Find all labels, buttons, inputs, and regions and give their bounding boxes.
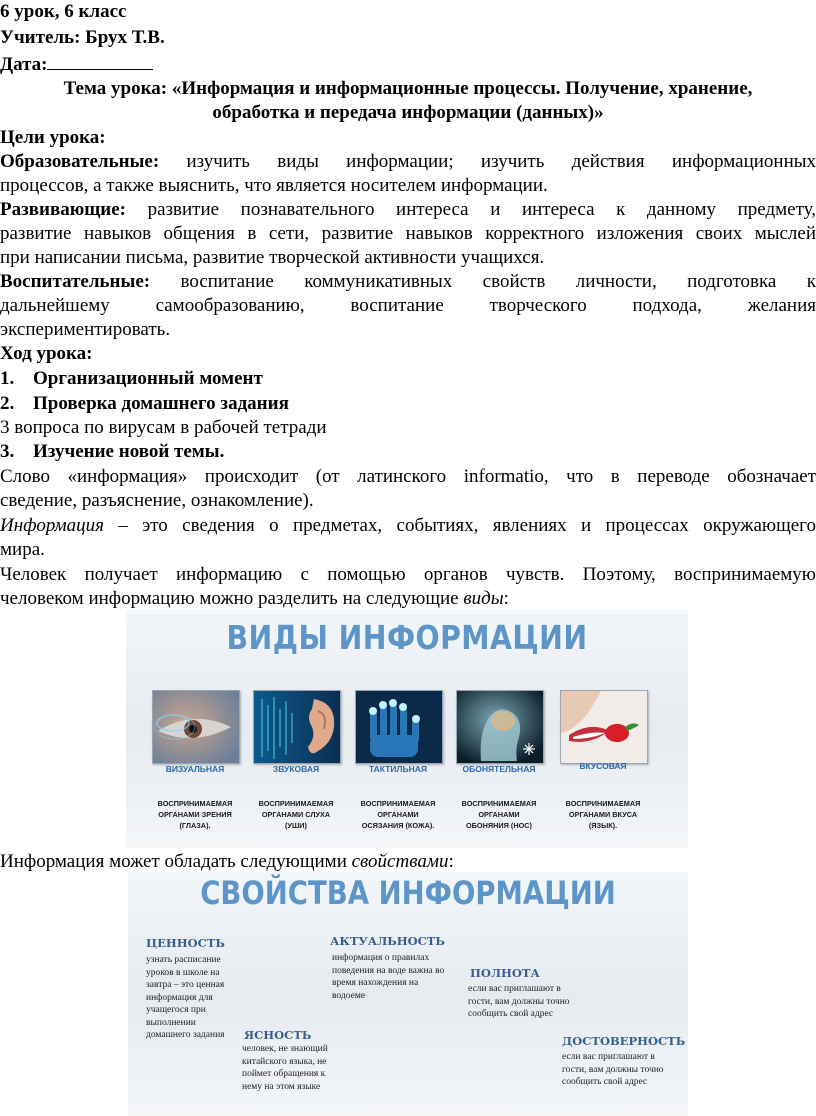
prop-reliability-text: если вас приглашают в гости, вам должны точно сообщить свой адрес bbox=[562, 1052, 664, 1087]
properties-intro bbox=[0, 850, 816, 874]
slide-information-properties bbox=[128, 872, 688, 1116]
course-item-1-text: Организационный момент bbox=[33, 368, 263, 389]
course-item-2 bbox=[0, 392, 816, 416]
type-desc-olfactory: ВОСПРИНИМАЕМАЯ ОРГАНАМИ ОБОНЯНИЯ (НОС) bbox=[461, 799, 537, 830]
prop-relevance-heading: АКТУАЛЬНОСТЬ bbox=[330, 934, 445, 948]
prop-completeness-text: если вас приглашают в гости, вам должны точно сообщить свой адрес bbox=[468, 984, 570, 1019]
upbringing-line-3: экспериментировать. bbox=[0, 319, 171, 340]
prop-clarity-heading: ЯСНОСТЬ bbox=[244, 1028, 312, 1042]
educational-label: Образовательные: bbox=[0, 151, 160, 172]
course-item-3-num: 3. bbox=[0, 441, 15, 462]
slide-props-title: СВОЙСТВА ИНФОРМАЦИИ bbox=[200, 874, 616, 912]
developing-line-3: при написании письма, развитие творческой активности учащихся. bbox=[0, 247, 545, 268]
course-item-2-num: 2. bbox=[0, 393, 15, 414]
prop-relevance-text: информация о правилах поведения на воде важна во время нахождения на водоеме bbox=[332, 953, 445, 1001]
type-desc-taste: ВОСПРИНИМАЕМАЯ ОРГАНАМИ ВКУСА (ЯЗЫК). bbox=[565, 799, 641, 830]
upbringing-line-2: дальнейшему самообразованию, воспитание творческого подхода, желания bbox=[0, 295, 816, 316]
etymology-line-2: сведение, разъяснение, ознакомление). bbox=[0, 490, 314, 511]
educational-line-2: процессов, а также выяснить, что является носителем информации. bbox=[0, 175, 548, 196]
date-blank bbox=[47, 52, 153, 70]
goals-heading: Цели урока: bbox=[0, 127, 106, 148]
definition-term: Информация bbox=[0, 515, 104, 536]
course-item-1 bbox=[0, 367, 816, 391]
developing-line-1 bbox=[0, 198, 816, 222]
eye-icon bbox=[152, 690, 240, 764]
prop-value-heading: ЦЕННОСТЬ bbox=[146, 936, 225, 950]
slide-types-title: ВИДЫ ИНФОРМАЦИИ bbox=[226, 618, 588, 657]
course-item-2-text: Проверка домашнего задания bbox=[33, 393, 289, 414]
teacher-name: Учитель: Брух Т.В. bbox=[0, 27, 165, 48]
homework-note: 3 вопроса по вирусам в рабочей тетради bbox=[0, 417, 327, 438]
educational-text-1: изучить виды информации; изучить действия информационных bbox=[186, 151, 816, 172]
prop-reliability-heading: ДОСТОВЕРНОСТЬ bbox=[562, 1034, 686, 1048]
type-name-tactile: ТАКТИЛЬНАЯ bbox=[369, 764, 427, 774]
slide-information-types bbox=[126, 610, 688, 848]
hand-touch-icon bbox=[355, 690, 443, 764]
date-label: Дата: bbox=[0, 54, 48, 75]
properties-term: свойствами bbox=[351, 851, 449, 872]
developing-label: Развивающие: bbox=[0, 199, 126, 220]
prop-completeness-heading: ПОЛНОТА bbox=[470, 966, 540, 980]
type-desc-visual: ВОСПРИНИМАЕМАЯ ОРГАНАМИ ЗРЕНИЯ (ГЛАЗА). bbox=[157, 799, 233, 830]
properties-colon: : bbox=[448, 851, 454, 872]
ear-icon bbox=[253, 690, 341, 764]
topic-line-1: Тема урока: «Информация и информационные процессы. Получение, хранение, bbox=[63, 78, 753, 99]
definition-text: – это сведения о предметах, событиях, явлениях и процессах окружающего bbox=[103, 515, 816, 536]
senses-line-1: Человек получает информацию с помощью органов чувств. Поэтому, воспринимаемую bbox=[0, 564, 816, 585]
senses-text: человеком информацию можно разделить на следующие bbox=[0, 588, 464, 609]
type-name-audio: ЗВУКОВАЯ bbox=[272, 764, 320, 774]
type-desc-audio: ВОСПРИНИМАЕМАЯ ОРГАНАМИ СЛУХА (УШИ) bbox=[258, 799, 334, 830]
type-name-taste: ВКУСОВАЯ bbox=[579, 761, 627, 771]
prop-value-text: узнать расписание уроков в школе на завтра – это ценная информация для учащегося при выполнении домашнего задания bbox=[146, 955, 225, 1040]
upbringing-line-1 bbox=[0, 270, 816, 294]
definition-line-1 bbox=[0, 514, 816, 538]
mouth-taste-icon bbox=[560, 690, 648, 764]
date-line bbox=[0, 52, 816, 77]
developing-text-1: развитие познавательного интереса и интереса к данному предмету, bbox=[147, 199, 816, 220]
senses-line-2 bbox=[0, 587, 816, 611]
course-item-1-num: 1. bbox=[0, 368, 15, 389]
prop-clarity-text: человек, не знающий китайского языка, не поймет обращения к нему на этом языке bbox=[242, 1044, 328, 1092]
upbringing-label: Воспитательные: bbox=[0, 271, 151, 292]
type-name-visual: ВИЗУАЛЬНАЯ bbox=[165, 764, 225, 774]
type-name-olfactory: ОБОНЯТЕЛЬНАЯ bbox=[462, 764, 536, 774]
course-heading: Ход урока: bbox=[0, 343, 93, 364]
senses-colon: : bbox=[503, 588, 509, 609]
course-item-3 bbox=[0, 440, 816, 464]
definition-line-2: мира. bbox=[0, 539, 45, 560]
type-desc-tactile: ВОСПРИНИМАЕМАЯ ОРГАНАМИ ОСЯЗАНИЯ (КОЖА). bbox=[360, 799, 436, 830]
nose-smell-icon bbox=[456, 690, 544, 764]
lesson-grade: 6 урок, 6 класс bbox=[0, 1, 127, 22]
upbringing-text-1: воспитание коммуникативных свойств личности, подготовка к bbox=[180, 271, 816, 292]
educational-line-1 bbox=[0, 150, 816, 174]
course-item-3-text: Изучение новой темы. bbox=[33, 441, 225, 462]
topic-line-2: обработка и передача информации (данных)» bbox=[212, 102, 604, 123]
etymology-line-1: Слово «информация» происходит (от латинского informatio, что в переводе обозначает bbox=[0, 466, 816, 487]
developing-line-2: развитие навыков общения в сети, развитие навыков корректного изложения своих мыслей bbox=[0, 223, 816, 244]
properties-text: Информация может обладать следующими bbox=[0, 851, 352, 872]
senses-term: виды bbox=[463, 588, 504, 609]
